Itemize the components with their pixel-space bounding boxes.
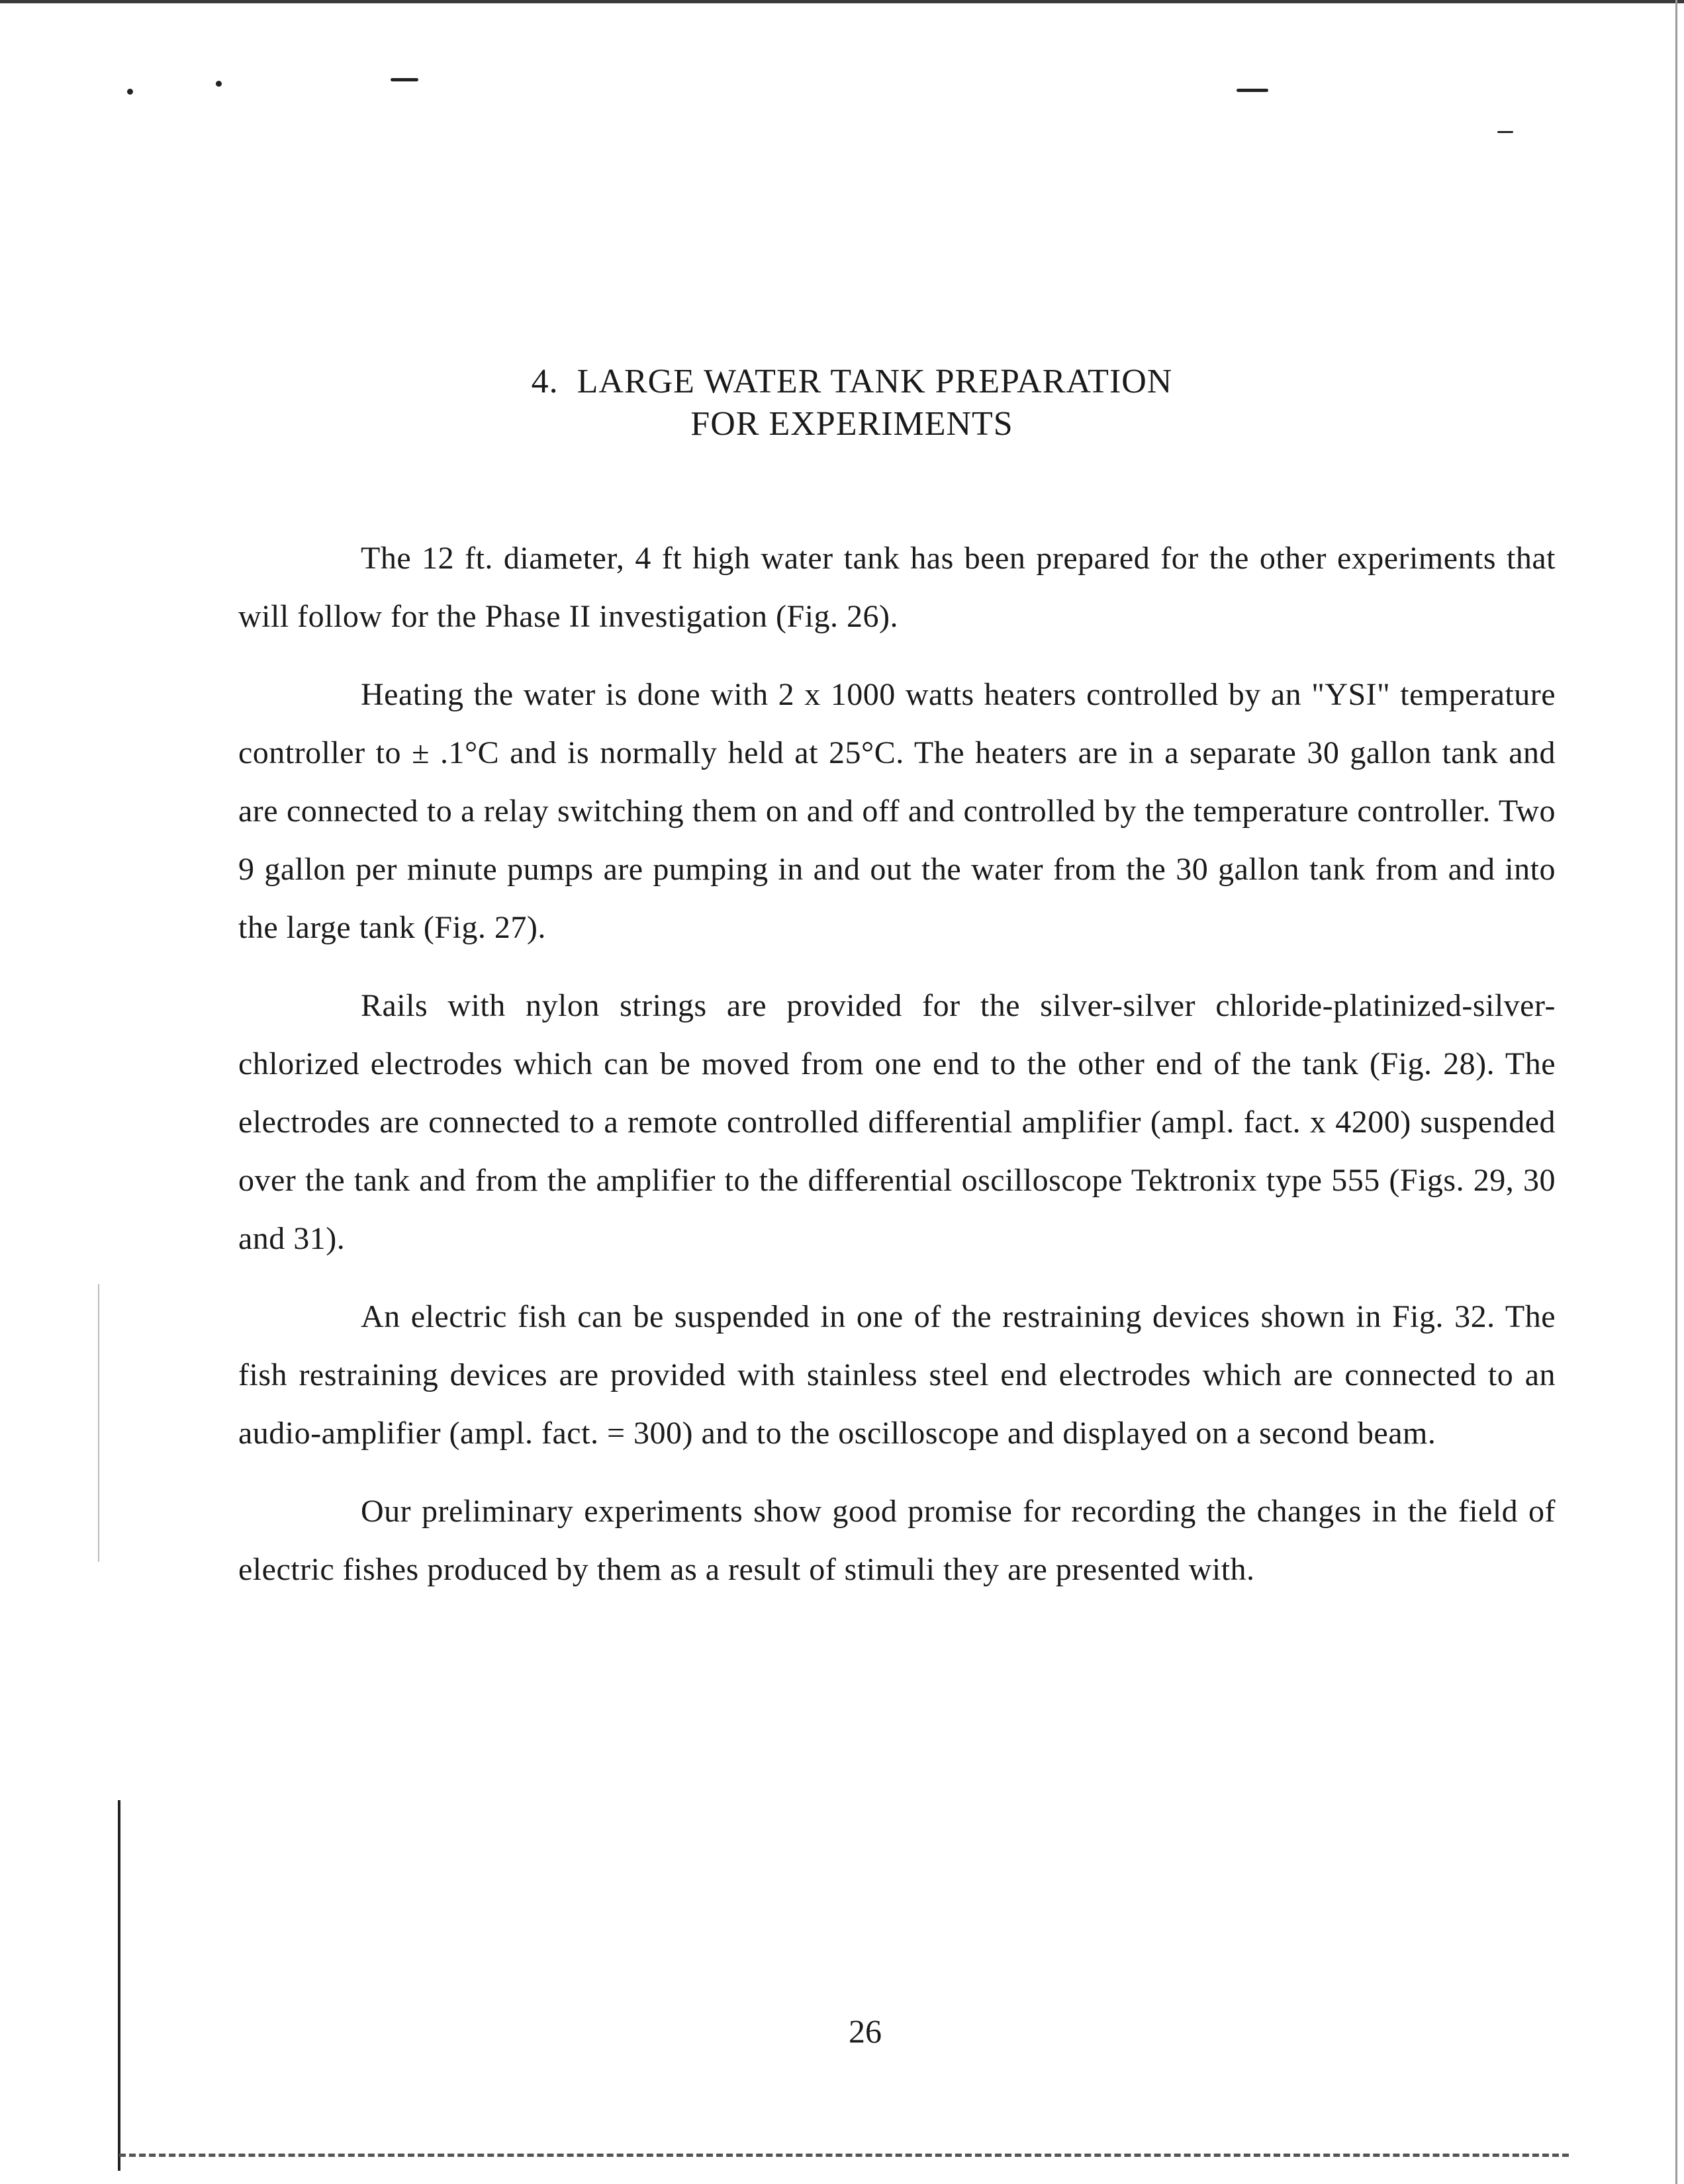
paragraph-electric-fish: An electric fish can be suspended in one of the restraining devices shown in Fig. 32. The fish restraining devices are provided with stainless steel end electrodes which are connected to an audio-amplifier (ampl. fact. = 300) and to the oscilloscope and displayed on a second beam. [238, 1299, 1556, 1451]
paragraph-heating: Heating the water is done with 2 x 1000 watts heaters controlled by an "YSI" temperature controller to ± .1°C and is normally held at 25°C. The heaters are in a separate 30 gallon tank and are connected to a relay switching them on and off and controlled by the temperature controller. Two 9 gallon per minute pumps are pumping in and out the water from the 30 gallon tank from and into the large tank (Fig. 27). [238, 677, 1556, 945]
scan-left-faint-mark [98, 1284, 99, 1562]
scan-dash-mark [1497, 131, 1513, 133]
section-number: 4. [531, 363, 559, 400]
page-number: 26 [849, 2013, 882, 2050]
scan-top-border [0, 0, 1684, 3]
section-title-line-2: FOR EXPERIMENTS [690, 405, 1013, 443]
punch-hole-dot [127, 89, 133, 95]
scan-left-margin-bar [118, 1800, 120, 2171]
punch-hole-dot [216, 81, 222, 87]
paragraph-rails-electrodes: Rails with nylon strings are provided for the silver-silver chloride-platinized-silver-chlorized electrodes which can be moved from one end to the other end of the tank (Fig. 28). The electrodes are connected to a remote controlled differential amplifier (ampl. fact. x 4200) suspended over the tank and from the amplifier to the differential oscilloscope Tektronix type 555 (Figs. 29, 30 and 31). [238, 988, 1556, 1256]
scan-dash-mark [1237, 89, 1268, 92]
scan-dash-mark [391, 78, 418, 81]
paragraph-water-tank: The 12 ft. diameter, 4 ft high water tank has been prepared for the other experiments that will follow for the Phase II investigation (Fig. 26). [238, 541, 1556, 634]
scan-bottom-border [119, 2154, 1569, 2157]
heading-line-1 [0, 361, 1684, 403]
section-heading [0, 361, 1684, 445]
section-title-line-1: LARGE WATER TANK PREPARATION [577, 363, 1173, 400]
paragraph-preliminary-experiments: Our preliminary experiments show good promise for recording the changes in the field of electric fishes produced by them as a result of stimuli they are presented with. [238, 1494, 1556, 1587]
body-text [238, 529, 1556, 1619]
scan-right-edge [1675, 0, 1677, 2184]
